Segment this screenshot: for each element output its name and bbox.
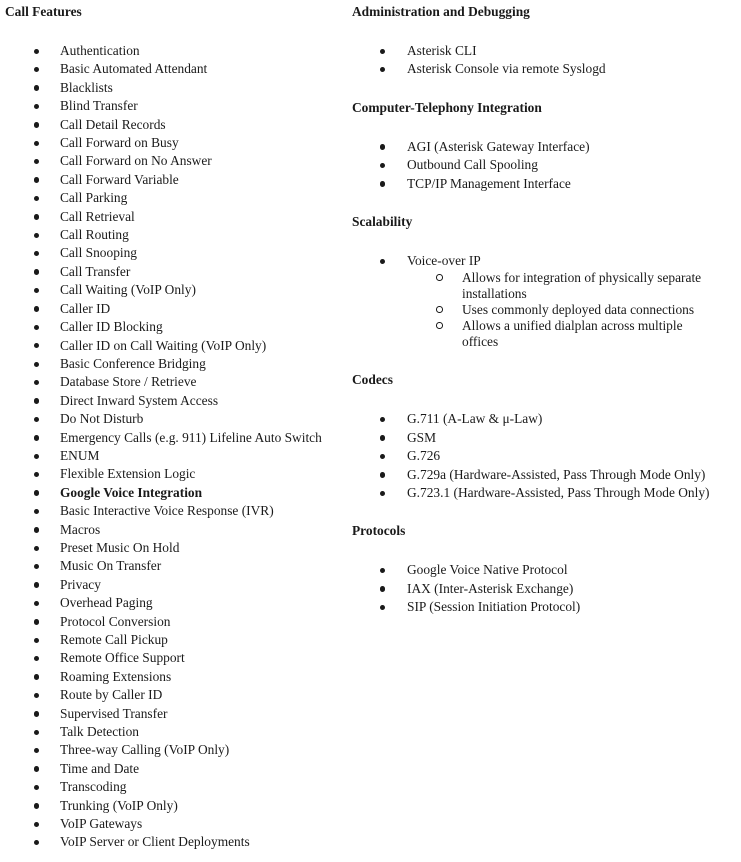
list-item	[352, 580, 737, 598]
bullet-icon	[380, 472, 385, 477]
list-item-label: Basic Interactive Voice Response (IVR)	[60, 503, 274, 519]
bullet-icon	[34, 454, 39, 459]
list-item	[5, 300, 345, 318]
bullet-icon	[380, 491, 385, 496]
bullet-icon	[380, 605, 385, 610]
list-item	[5, 521, 345, 539]
list-item-label: Flexible Extension Logic	[60, 466, 196, 482]
list-item	[5, 465, 345, 483]
bullet-icon	[34, 325, 39, 330]
sub-list-item-label: Uses commonly deployed data connections	[462, 302, 695, 318]
bullet-icon	[380, 586, 385, 591]
cti-section	[352, 100, 737, 193]
bullet-icon	[380, 259, 385, 264]
list-item	[5, 613, 345, 631]
bullet-icon	[34, 766, 39, 771]
sub-list-item-label: Allows a unified dialplan across multiple offices	[462, 318, 683, 350]
list-item	[352, 429, 737, 447]
list-item-label: Voice-over IP	[407, 253, 481, 269]
list-item-label: Protocol Conversion	[60, 613, 171, 629]
list-item-label: ENUM	[60, 447, 100, 463]
list-item-label: Talk Detection	[60, 724, 140, 740]
list-item-label: Remote Call Pickup	[60, 632, 168, 647]
bullet-icon	[34, 748, 39, 753]
scalability-heading: Scalability	[352, 214, 413, 230]
bullet-icon	[34, 251, 39, 256]
bullet-icon	[380, 417, 385, 422]
list-item-label: Caller ID	[60, 300, 111, 316]
list-item	[5, 392, 345, 410]
bullet-icon	[34, 730, 39, 735]
list-item-label: Music On Transfer	[60, 558, 162, 574]
list-item	[352, 42, 737, 60]
list-item	[352, 156, 737, 174]
bullet-icon	[380, 163, 385, 168]
bullet-icon	[34, 159, 39, 164]
list-item	[5, 594, 345, 612]
list-item	[352, 561, 737, 579]
bullet-icon	[34, 803, 39, 808]
list-item	[352, 175, 737, 193]
bullet-icon	[34, 840, 39, 845]
list-item-label: Blacklists	[60, 79, 113, 95]
scalability-list	[352, 252, 737, 270]
bullet-icon	[34, 435, 39, 440]
list-item-label: Call Parking	[60, 190, 128, 206]
administration-list	[352, 42, 737, 79]
hollow-bullet-icon	[436, 274, 443, 281]
list-item	[5, 97, 345, 115]
list-item-label: Emergency Calls (e.g. 911) Lifeline Auto Switch	[60, 429, 322, 445]
bullet-icon	[34, 122, 39, 127]
codecs-section	[352, 372, 737, 502]
list-item-label: Caller ID Blocking	[60, 319, 163, 335]
list-item-label: Call Detail Records	[60, 116, 166, 132]
list-item-label: VoIP Gateways	[60, 816, 143, 832]
list-item-label: Macros	[60, 521, 101, 537]
list-item-label: Call Transfer	[60, 263, 131, 279]
bullet-icon	[34, 490, 39, 495]
list-item	[5, 686, 345, 704]
bullet-icon	[34, 269, 39, 274]
bullet-icon	[34, 693, 39, 698]
list-item	[5, 705, 345, 723]
list-item	[5, 226, 345, 244]
list-item	[5, 355, 345, 373]
list-item-label: G.729a (Hardware-Assisted, Pass Through Mode Only)	[407, 466, 706, 482]
list-item-label: Call Retrieval	[60, 208, 135, 224]
bullet-icon	[34, 619, 39, 624]
list-item-label: Remote Office Support	[60, 650, 185, 666]
bullet-icon	[34, 362, 39, 367]
bullet-icon	[34, 711, 39, 716]
list-item	[5, 668, 345, 686]
bullet-icon	[34, 398, 39, 403]
list-item	[5, 171, 345, 189]
list-item-label: Basic Automated Attendant	[60, 61, 208, 77]
bullet-icon	[34, 582, 39, 587]
list-item-label: Call Routing	[60, 227, 129, 243]
bullet-icon	[34, 104, 39, 109]
codecs-list	[352, 410, 737, 502]
scalability-sub-list	[352, 270, 737, 350]
list-item	[5, 815, 345, 833]
list-item-label: Call Forward Variable	[60, 171, 179, 187]
list-item-label: G.726	[407, 448, 441, 464]
sub-list-item	[352, 302, 707, 318]
call-features-list	[5, 42, 345, 852]
administration-section	[352, 4, 737, 79]
list-item	[5, 263, 345, 281]
list-item-label: Asterisk Console via remote Syslogd	[407, 61, 606, 77]
bullet-icon	[34, 785, 39, 790]
list-item-label: Call Forward on No Answer	[60, 153, 212, 169]
list-item-label: Call Snooping	[60, 245, 138, 261]
bullet-icon	[34, 564, 39, 569]
list-item-label: Database Store / Retrieve	[60, 374, 197, 390]
list-item	[5, 557, 345, 575]
list-item	[352, 410, 737, 428]
scalability-section	[352, 214, 737, 350]
protocols-heading: Protocols	[352, 523, 406, 539]
list-item	[5, 576, 345, 594]
list-item	[5, 116, 345, 134]
list-item	[5, 60, 345, 78]
list-item-label: Direct Inward System Access	[60, 392, 219, 408]
sub-list-item-label: Allows for integration of physically separate installations	[462, 270, 702, 302]
list-item	[352, 138, 737, 156]
list-item	[5, 778, 345, 796]
bullet-icon	[380, 435, 385, 440]
list-item-label: IAX (Inter-Asterisk Exchange)	[407, 580, 574, 596]
administration-heading: Administration and Debugging	[352, 4, 530, 19]
list-item-label: Basic Conference Bridging	[60, 355, 206, 371]
list-item-label: G.723.1 (Hardware-Assisted, Pass Through Mode Only)	[407, 485, 710, 501]
list-item-label: Overhead Paging	[60, 595, 153, 611]
list-item	[5, 723, 345, 741]
bullet-icon	[380, 67, 385, 72]
list-item	[352, 598, 737, 616]
list-item-label: Asterisk CLI	[407, 43, 477, 58]
bullet-icon	[34, 67, 39, 72]
list-item-label: Do Not Disturb	[60, 411, 144, 427]
list-item-label: Route by Caller ID	[60, 687, 163, 703]
bullet-icon	[34, 546, 39, 551]
list-item	[5, 833, 345, 851]
list-item-label: G.711 (A-Law & μ-Law)	[407, 411, 543, 427]
bullet-icon	[380, 568, 385, 573]
list-item-label: Authentication	[60, 43, 140, 58]
list-item-label: Preset Music On Hold	[60, 539, 180, 555]
protocols-section	[352, 523, 737, 616]
list-item-label: Three-way Calling (VoIP Only)	[60, 742, 230, 758]
bullet-icon	[34, 601, 39, 606]
bullet-icon	[34, 233, 39, 238]
list-item-label: Outbound Call Spooling	[407, 157, 538, 173]
call-features-heading: Call Features	[5, 4, 82, 19]
cti-heading: Computer-Telephony Integration	[352, 99, 542, 115]
bullet-icon	[34, 822, 39, 827]
bullet-icon	[34, 214, 39, 219]
bullet-icon	[34, 380, 39, 385]
list-item	[5, 447, 345, 465]
bullet-icon	[34, 177, 39, 182]
list-item-label: Call Waiting (VoIP Only)	[60, 282, 196, 298]
list-item	[5, 631, 345, 649]
sub-list-item	[352, 270, 707, 302]
list-item	[5, 410, 345, 428]
bullet-icon	[34, 674, 39, 679]
bullet-icon	[34, 656, 39, 661]
hollow-bullet-icon	[436, 306, 443, 313]
list-item	[5, 741, 345, 759]
list-item	[5, 797, 345, 815]
list-item-label: Caller ID on Call Waiting (VoIP Only)	[60, 337, 267, 353]
list-item	[352, 252, 737, 270]
list-item-label: Time and Date	[60, 760, 140, 776]
bullet-icon	[34, 343, 39, 348]
bullet-icon	[34, 288, 39, 293]
sub-list-item	[352, 318, 707, 350]
list-item	[5, 208, 345, 226]
list-item	[352, 60, 737, 78]
bullet-icon	[34, 509, 39, 514]
codecs-heading: Codecs	[352, 372, 393, 388]
bullet-icon	[34, 49, 39, 54]
list-item-label: GSM	[407, 429, 437, 445]
protocols-list	[352, 561, 737, 616]
right-column	[352, 0, 737, 617]
bullet-icon	[380, 144, 385, 149]
list-item-label: Supervised Transfer	[60, 705, 168, 721]
bullet-icon	[380, 181, 385, 186]
list-item	[5, 373, 345, 391]
bullet-icon	[380, 49, 385, 54]
list-item	[5, 79, 345, 97]
list-item	[352, 484, 737, 502]
list-item	[5, 189, 345, 207]
bullet-icon	[380, 454, 385, 459]
list-item-label: Roaming Extensions	[60, 668, 172, 684]
list-item	[5, 760, 345, 778]
list-item-label: Blind Transfer	[60, 98, 138, 114]
list-item-label-highlighted: Google Voice Integration	[60, 484, 203, 500]
bullet-icon	[34, 196, 39, 201]
bullet-icon	[34, 417, 39, 422]
list-item	[5, 337, 345, 355]
list-item	[5, 281, 345, 299]
list-item	[5, 429, 345, 447]
bullet-icon	[34, 527, 39, 532]
bullet-icon	[34, 306, 39, 311]
bullet-icon	[34, 141, 39, 146]
list-item-label: TCP/IP Management Interface	[407, 175, 571, 191]
list-item	[352, 466, 737, 484]
list-item-label: VoIP Server or Client Deployments	[60, 834, 250, 850]
list-item	[5, 649, 345, 667]
bullet-icon	[34, 85, 39, 90]
bullet-icon	[34, 638, 39, 643]
list-item	[5, 42, 345, 60]
list-item-label: Transcoding	[60, 779, 127, 795]
list-item	[5, 539, 345, 557]
cti-list	[352, 138, 737, 193]
list-item	[5, 502, 345, 520]
list-item	[5, 244, 345, 262]
list-item-label: Google Voice Native Protocol	[407, 562, 568, 578]
list-item-label: Call Forward on Busy	[60, 135, 179, 151]
bullet-icon	[34, 472, 39, 477]
list-item	[5, 484, 345, 502]
call-features-section	[5, 0, 345, 852]
list-item-label: Privacy	[60, 576, 101, 592]
list-item-label: Trunking (VoIP Only)	[60, 797, 178, 813]
list-item	[5, 134, 345, 152]
list-item	[5, 318, 345, 336]
list-item-label: SIP (Session Initiation Protocol)	[407, 599, 581, 615]
list-item-label: AGI (Asterisk Gateway Interface)	[407, 138, 590, 154]
list-item	[5, 152, 345, 170]
list-item	[352, 447, 737, 465]
hollow-bullet-icon	[436, 322, 443, 329]
